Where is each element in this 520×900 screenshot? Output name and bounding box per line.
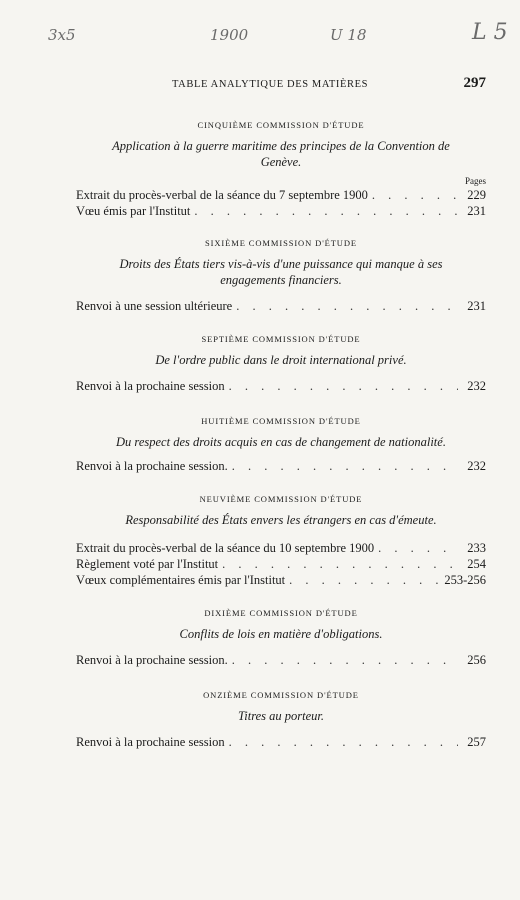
dot-leader bbox=[232, 652, 458, 668]
running-head bbox=[76, 77, 486, 97]
commission-heading: SEPTIÈME COMMISSION D'ÉTUDE bbox=[201, 334, 361, 344]
dot-leader bbox=[236, 298, 458, 314]
entry-page: 231 bbox=[467, 299, 486, 313]
entry-page: 232 bbox=[467, 459, 486, 473]
entry-text: Renvoi à la prochaine session bbox=[76, 735, 225, 749]
entry-text: Vœux complémentaires émis par l'Institut bbox=[76, 573, 286, 587]
commission-heading: ONZIÈME COMMISSION D'ÉTUDE bbox=[203, 690, 359, 700]
entry-page: 233 bbox=[467, 541, 486, 555]
commission-section bbox=[76, 494, 486, 588]
entry-page: 253-256 bbox=[444, 573, 486, 587]
toc-entry bbox=[76, 187, 486, 203]
handwritten-code: U 18 bbox=[330, 26, 367, 44]
commission-subject: Application à la guerre maritime des principes de la Convention de Genève. bbox=[112, 139, 450, 169]
commission-heading: CINQUIÈME COMMISSION D'ÉTUDE bbox=[197, 120, 365, 130]
page-number: 297 bbox=[463, 75, 486, 91]
commission-section bbox=[76, 238, 486, 314]
toc-entry bbox=[76, 203, 486, 219]
handwritten-year: 1900 bbox=[210, 26, 249, 44]
entry-page: 256 bbox=[467, 653, 486, 667]
commission-section bbox=[76, 690, 486, 750]
commission-subject: Droits des États tiers vis-à-vis d'une puissance qui manque à ses engagements financiers. bbox=[119, 257, 443, 287]
commission-heading: DIXIÈME COMMISSION D'ÉTUDE bbox=[204, 608, 358, 618]
dot-leader bbox=[229, 378, 458, 394]
dot-leader bbox=[232, 458, 458, 474]
table-of-contents bbox=[76, 120, 486, 750]
dot-leader bbox=[222, 556, 458, 572]
toc-entry bbox=[76, 652, 486, 668]
entry-text: Règlement voté par l'Institut bbox=[76, 557, 219, 571]
entry-page: 232 bbox=[467, 379, 486, 393]
entry-page: 254 bbox=[467, 557, 486, 571]
commission-subject: Titres au porteur. bbox=[237, 709, 324, 723]
commission-section bbox=[76, 334, 486, 394]
dot-leader bbox=[289, 572, 440, 588]
dot-leader bbox=[229, 734, 458, 750]
entry-text: Extrait du procès-verbal de la séance du 7 septembre 1900 bbox=[76, 188, 368, 202]
toc-entry bbox=[76, 540, 486, 556]
handwritten-note: 3x5 bbox=[48, 26, 76, 44]
commission-heading: NEUVIÈME COMMISSION D'ÉTUDE bbox=[199, 494, 363, 504]
commission-heading: SIXIÈME COMMISSION D'ÉTUDE bbox=[205, 238, 357, 248]
commission-heading: HUITIÈME COMMISSION D'ÉTUDE bbox=[201, 416, 361, 426]
entry-text: Renvoi à la prochaine session. bbox=[76, 459, 228, 473]
toc-entry bbox=[76, 556, 486, 572]
entry-text: Vœu émis par l'Institut bbox=[76, 204, 191, 218]
toc-entry bbox=[76, 298, 486, 314]
commission-section bbox=[76, 608, 486, 668]
commission-subject: Responsabilité des États envers les étrangers en cas d'émeute. bbox=[125, 513, 437, 527]
entry-text: Extrait du procès-verbal de la séance du 10 septembre 1900 bbox=[76, 541, 375, 555]
running-title: TABLE ANALYTIQUE DES MATIÈRES bbox=[172, 79, 369, 90]
commission-section bbox=[76, 416, 486, 474]
entry-text: Renvoi à la prochaine session. bbox=[76, 653, 228, 667]
entry-text: Renvoi à la prochaine session bbox=[76, 379, 225, 393]
dot-leader bbox=[378, 540, 458, 556]
entry-page: 257 bbox=[467, 735, 486, 749]
entry-page: 229 bbox=[467, 188, 486, 202]
handwritten-mark: L 5 bbox=[472, 20, 508, 45]
commission-subject: Conflits de lois en matière d'obligations. bbox=[179, 627, 383, 641]
toc-entry bbox=[76, 458, 486, 474]
toc-entry bbox=[76, 572, 486, 588]
pages-column-label: Pages bbox=[465, 176, 486, 186]
dot-leader bbox=[194, 203, 458, 219]
toc-entry bbox=[76, 378, 486, 394]
commission-subject: De l'ordre public dans le droit international privé. bbox=[155, 353, 407, 367]
commission-section bbox=[76, 120, 486, 219]
commission-subject: Du respect des droits acquis en cas de changement de nationalité. bbox=[116, 435, 446, 449]
entry-text: Renvoi à une session ultérieure bbox=[76, 299, 233, 313]
toc-entry bbox=[76, 734, 486, 750]
dot-leader bbox=[372, 187, 458, 203]
entry-page: 231 bbox=[467, 204, 486, 218]
